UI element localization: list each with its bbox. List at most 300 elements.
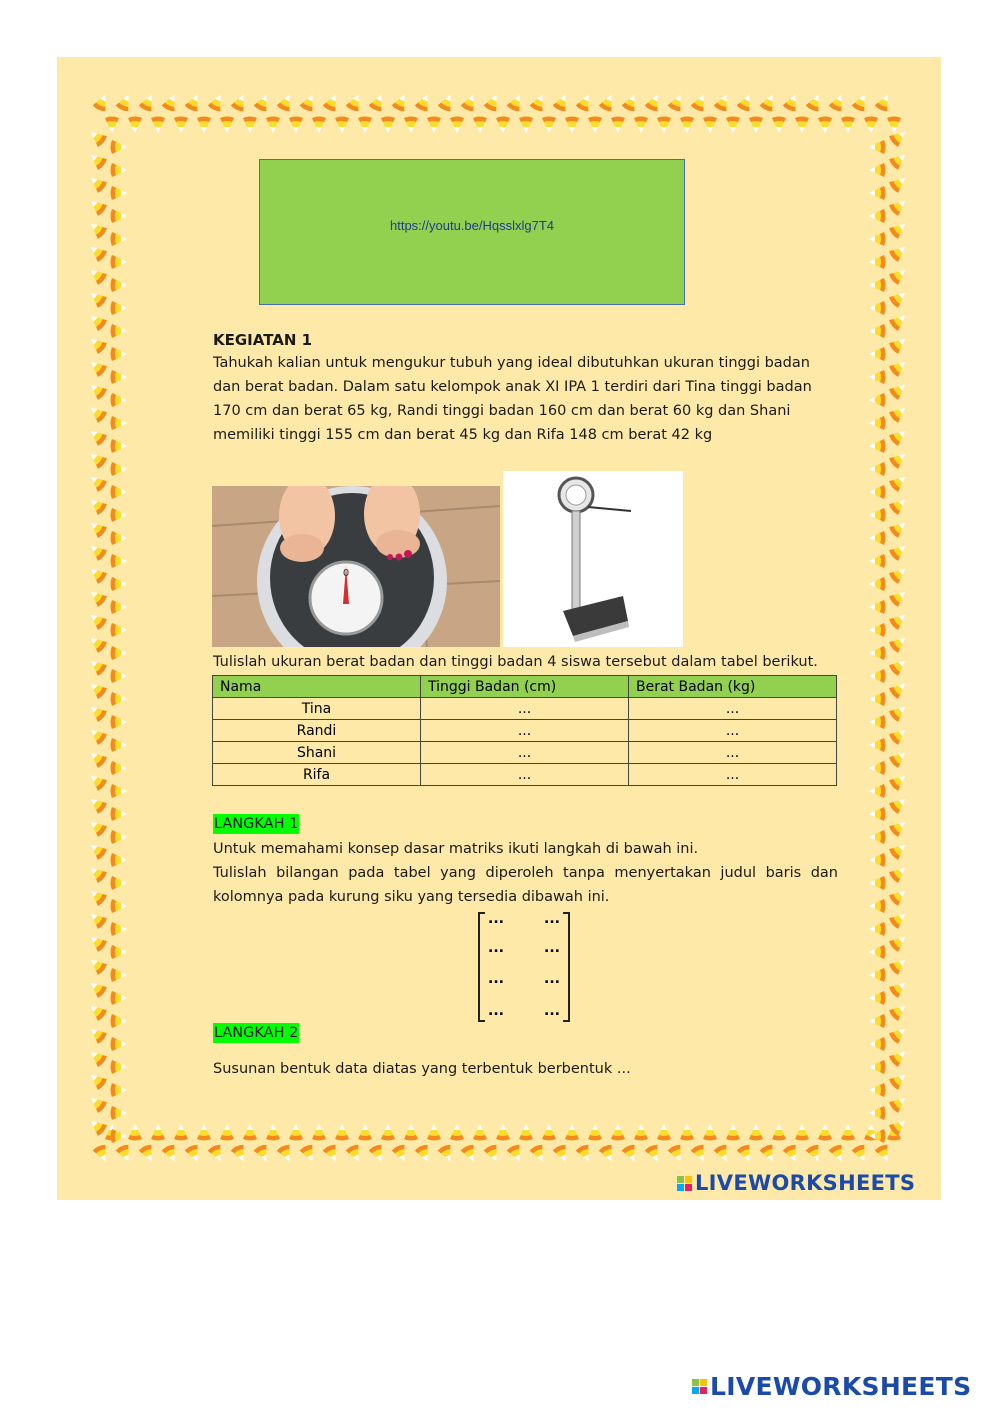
candy-corn-icon [888, 218, 910, 239]
candy-corn-icon [111, 485, 128, 499]
candy-corn-icon [542, 1124, 556, 1141]
candy-corn-icon [888, 379, 910, 400]
candy-corn-icon [869, 140, 886, 154]
candy-corn-icon [111, 715, 128, 729]
candy-corn-icon [86, 977, 108, 998]
candy-corn-icon [391, 1143, 411, 1164]
candy-corn-icon [414, 1143, 434, 1164]
candy-corn-icon [869, 232, 886, 246]
step2-label: LANGKAH 2 [214, 1025, 299, 1041]
candy-corn-icon [869, 163, 886, 177]
candy-corn-icon [335, 1124, 349, 1141]
candy-corn-icon [805, 92, 825, 113]
candy-corn-icon [276, 92, 296, 113]
candy-corn-icon [220, 1124, 234, 1141]
candy-corn-icon [782, 92, 802, 113]
table-row [213, 698, 837, 720]
step1-label: LANGKAH 1 [214, 816, 299, 832]
candy-corn-icon [86, 333, 108, 354]
candy-corn-icon [86, 1023, 108, 1044]
candy-corn-icon [869, 255, 886, 269]
table-row [213, 742, 837, 764]
candy-corn-icon [86, 1115, 108, 1136]
candy-corn-icon [598, 92, 618, 113]
candy-corn-icon [460, 92, 480, 113]
candy-corn-icon [115, 92, 135, 113]
candy-corn-icon [253, 1143, 273, 1164]
candy-corn-icon [111, 554, 128, 568]
candy-corn-icon [888, 195, 910, 216]
candy-corn-icon [86, 517, 108, 538]
candy-corn-icon [111, 416, 128, 430]
candy-corn-icon [437, 92, 457, 113]
candy-corn-icon [869, 278, 886, 292]
matrix-cell-input[interactable]: ... [544, 971, 560, 987]
matrix-cell-input[interactable]: ... [544, 940, 560, 956]
candy-corn-icon [86, 609, 108, 630]
candy-corn-icon [111, 853, 128, 867]
candy-corn-icon [276, 1143, 296, 1164]
candy-corn-icon [86, 172, 108, 193]
header-tinggi: Tinggi Badan (cm) [421, 676, 629, 698]
candy-corn-icon [888, 471, 910, 492]
candy-corn-icon [86, 402, 108, 423]
candy-corn-icon [575, 1143, 595, 1164]
candy-corn-icon [473, 1124, 487, 1141]
candy-corn-icon [86, 862, 108, 883]
header-berat: Berat Badan (kg) [629, 676, 837, 698]
candy-corn-icon [111, 807, 128, 821]
candy-corn-icon [111, 577, 128, 591]
candy-corn-icon [207, 92, 227, 113]
candy-corn-icon [483, 92, 503, 113]
step1-line2: Tulislah bilangan pada tabel yang diperoleh tanpa menyertakan judul baris dan kolomnya pada kurung siku yang tersedia dibawah ini. [213, 865, 838, 905]
candy-corn-icon [828, 92, 848, 113]
candy-corn-icon [86, 632, 108, 653]
candy-corn-icon [437, 1143, 457, 1164]
cell-weight-input[interactable]: ... [629, 720, 837, 742]
candy-corn-icon [869, 853, 886, 867]
candy-corn-icon [888, 402, 910, 423]
candy-corn-icon [266, 117, 280, 134]
candy-corn-icon [483, 1143, 503, 1164]
matrix-row [488, 941, 560, 955]
candy-corn-icon [782, 1143, 802, 1164]
candy-corn-icon [869, 485, 886, 499]
video-link-box[interactable] [259, 159, 685, 305]
candy-corn-icon [138, 92, 158, 113]
candy-corn-icon [869, 393, 886, 407]
cell-height-input[interactable]: ... [421, 720, 629, 742]
candy-corn-icon [86, 770, 108, 791]
candy-corn-icon [86, 494, 108, 515]
table-row [213, 720, 837, 742]
candy-corn-icon [86, 264, 108, 285]
step1-section [213, 812, 838, 836]
candy-corn-icon [86, 195, 108, 216]
candy-corn-icon [888, 287, 910, 308]
matrix-cell-input[interactable]: ... [488, 911, 504, 927]
candy-corn-icon [888, 356, 910, 377]
candy-corn-icon [86, 1000, 108, 1021]
candy-corn-icon [888, 977, 910, 998]
candy-corn-icon [869, 761, 886, 775]
candy-corn-icon [243, 117, 257, 134]
candy-corn-icon [289, 117, 303, 134]
candy-corn-icon [111, 623, 128, 637]
candy-corn-icon [888, 839, 910, 860]
candy-corn-icon [888, 747, 910, 768]
candy-corn-icon [86, 379, 108, 400]
candy-corn-icon [772, 1124, 786, 1141]
candy-corn-icon [86, 563, 108, 584]
candy-corn-icon [869, 1060, 886, 1074]
candy-corn-icon [869, 347, 886, 361]
candy-corn-icon [312, 117, 326, 134]
candy-corn-icon [841, 1124, 855, 1141]
candy-corn-icon [111, 692, 128, 706]
candy-corn-icon [496, 1124, 510, 1141]
candy-corn-icon [230, 92, 250, 113]
candy-corn-icon [111, 922, 128, 936]
candy-corn-icon [888, 954, 910, 975]
candy-corn-icon [207, 1143, 227, 1164]
step2-text[interactable]: Susunan bentuk data diatas yang terbentuk berbentuk ... [213, 1061, 631, 1077]
candy-corn-icon [888, 517, 910, 538]
worksheet-page [57, 57, 941, 1200]
candy-corn-icon [634, 1124, 648, 1141]
matrix-cell-input[interactable]: ... [544, 1003, 560, 1019]
height-weight-scale-photo [503, 471, 683, 647]
table-instruction: Tulislah ukuran berat badan dan tinggi badan 4 siswa tersebut dalam tabel berikut. [213, 654, 818, 670]
candy-corn-icon [888, 793, 910, 814]
candy-corn-icon [86, 310, 108, 331]
candy-corn-icon [92, 92, 112, 113]
candy-corn-icon [111, 600, 128, 614]
candy-corn-icon [174, 117, 188, 134]
candy-corn-icon [86, 586, 108, 607]
cell-height-input[interactable]: ... [421, 764, 629, 786]
matrix-row [488, 1004, 560, 1018]
candy-corn-icon [869, 186, 886, 200]
candy-corn-icon [111, 761, 128, 775]
candy-corn-icon [92, 1143, 112, 1164]
candy-corn-icon [726, 117, 740, 134]
video-link[interactable]: https://youtu.be/Hqsslxlg7T4 [389, 218, 555, 233]
candy-corn-icon [841, 117, 855, 134]
candy-corn-icon [243, 1124, 257, 1141]
candy-corn-icon [111, 324, 128, 338]
candy-corn-icon [299, 1143, 319, 1164]
candy-corn-icon [644, 92, 664, 113]
cell-weight-input[interactable]: ... [629, 698, 837, 720]
candy-corn-icon [427, 117, 441, 134]
candy-corn-icon [322, 1143, 342, 1164]
candy-corn-icon [869, 439, 886, 453]
bathroom-scale-photo [212, 486, 500, 647]
candy-corn-icon [111, 393, 128, 407]
candy-corn-icon [86, 954, 108, 975]
candy-corn-icon [161, 1143, 181, 1164]
candy-corn-icon [869, 830, 886, 844]
candy-corn-icon [869, 600, 886, 614]
candy-corn-icon [368, 92, 388, 113]
candy-corn-icon [86, 218, 108, 239]
candy-corn-icon [552, 1143, 572, 1164]
candy-corn-icon [888, 724, 910, 745]
candy-corn-icon [818, 117, 832, 134]
candy-corn-icon [128, 1124, 142, 1141]
candy-corn-icon [86, 1092, 108, 1113]
candy-corn-icon [86, 701, 108, 722]
candy-corn-icon [86, 885, 108, 906]
candy-corn-icon [888, 172, 910, 193]
candy-corn-icon [869, 1014, 886, 1028]
table-row [213, 764, 837, 786]
candy-corn-icon [869, 301, 886, 315]
candy-corn-icon [795, 1124, 809, 1141]
candy-corn-icon [869, 669, 886, 683]
candy-corn-icon [519, 117, 533, 134]
candy-corn-icon [736, 1143, 756, 1164]
candy-corn-icon [667, 92, 687, 113]
matrix-left-bracket [478, 912, 485, 1022]
candy-corn-icon [86, 908, 108, 929]
candy-corn-icon [667, 1143, 687, 1164]
candy-corn-icon [657, 1124, 671, 1141]
candy-corn-icon [869, 945, 886, 959]
candy-corn-icon [621, 92, 641, 113]
candy-corn-icon [86, 425, 108, 446]
candy-corn-icon [864, 117, 878, 134]
candy-corn-icon [86, 149, 108, 170]
candy-corn-icon [266, 1124, 280, 1141]
candy-corn-icon [888, 655, 910, 676]
logo-text: LIVEWORKSHEETS [710, 1372, 972, 1401]
candy-corn-icon [888, 885, 910, 906]
cell-weight-input[interactable]: ... [629, 742, 837, 764]
candy-corn-icon [86, 747, 108, 768]
candy-corn-icon [506, 92, 526, 113]
candy-corn-icon [151, 1124, 165, 1141]
candy-corn-icon [473, 117, 487, 134]
candy-corn-icon [111, 669, 128, 683]
candy-corn-icon [888, 586, 910, 607]
candy-corn-icon [404, 117, 418, 134]
candy-corn-icon [391, 92, 411, 113]
candy-corn-icon [869, 623, 886, 637]
candy-corn-icon [888, 1046, 910, 1067]
candy-corn-icon [611, 1124, 625, 1141]
candy-corn-icon [795, 117, 809, 134]
candy-corn-icon [289, 1124, 303, 1141]
candy-corn-icon [86, 1069, 108, 1090]
candy-corn-icon [111, 738, 128, 752]
candy-corn-icon [111, 462, 128, 476]
candy-corn-icon [345, 92, 365, 113]
candy-corn-icon [657, 117, 671, 134]
matrix-cell-input[interactable]: ... [488, 940, 504, 956]
logo-mark-icon [692, 1379, 707, 1394]
candy-corn-icon [690, 1143, 710, 1164]
candy-corn-icon [869, 968, 886, 982]
candy-corn-icon [86, 724, 108, 745]
matrix-cell-input[interactable]: ... [488, 1003, 504, 1019]
candy-corn-icon [111, 140, 128, 154]
candy-corn-icon [888, 563, 910, 584]
candy-corn-icon [828, 1143, 848, 1164]
candy-corn-icon [111, 1014, 128, 1028]
candy-corn-icon [869, 876, 886, 890]
candy-corn-icon [888, 310, 910, 331]
step1-line1: Untuk memahami konsep dasar matriks ikuti langkah di bawah ini. [213, 841, 699, 857]
candy-corn-icon [888, 425, 910, 446]
candy-corn-icon [111, 439, 128, 453]
candy-corn-icon [887, 117, 901, 134]
candy-corn-icon [381, 1124, 395, 1141]
candy-corn-icon [726, 1124, 740, 1141]
candy-corn-icon [86, 540, 108, 561]
candy-corn-icon [111, 1037, 128, 1051]
candy-corn-icon [611, 117, 625, 134]
candy-corn-icon [772, 117, 786, 134]
matrix-row [488, 912, 560, 926]
candy-corn-icon [111, 255, 128, 269]
candy-corn-icon [197, 1124, 211, 1141]
candy-corn-icon [220, 117, 234, 134]
candy-corn-icon [888, 770, 910, 791]
candy-corn-icon [111, 209, 128, 223]
candy-corn-icon [86, 448, 108, 469]
cell-weight-input[interactable]: ... [629, 764, 837, 786]
candy-corn-icon [111, 968, 128, 982]
candy-corn-icon [634, 117, 648, 134]
candy-corn-icon [818, 1124, 832, 1141]
candy-corn-icon [749, 117, 763, 134]
step1-text [213, 837, 838, 909]
candy-corn-icon [874, 1143, 894, 1164]
candy-corn-icon [111, 278, 128, 292]
candy-corn-icon [111, 876, 128, 890]
candy-corn-icon [111, 163, 128, 177]
candy-corn-icon [111, 232, 128, 246]
candy-corn-icon [888, 632, 910, 653]
candy-corn-icon [312, 1124, 326, 1141]
candy-corn-icon [161, 92, 181, 113]
candy-corn-icon [713, 1143, 733, 1164]
candy-corn-icon [869, 991, 886, 1005]
candy-corn-icon [86, 678, 108, 699]
cell-name: Shani [213, 742, 421, 764]
candy-corn-icon [565, 1124, 579, 1141]
candy-corn-icon [86, 816, 108, 837]
candy-corn-icon [869, 692, 886, 706]
candy-corn-icon [111, 945, 128, 959]
candy-corn-icon [565, 117, 579, 134]
candy-corn-icon [111, 1060, 128, 1074]
candy-corn-icon [529, 1143, 549, 1164]
candy-corn-icon [496, 117, 510, 134]
matrix-row [488, 972, 560, 986]
candy-corn-icon [888, 540, 910, 561]
candy-corn-icon [111, 508, 128, 522]
candy-corn-icon [888, 264, 910, 285]
candy-corn-icon [381, 117, 395, 134]
candy-corn-icon [869, 209, 886, 223]
cell-height-input[interactable]: ... [421, 698, 629, 720]
candy-corn-icon [869, 715, 886, 729]
candy-corn-icon [197, 117, 211, 134]
candy-corn-icon [888, 494, 910, 515]
candy-corn-icon [749, 1124, 763, 1141]
candy-corn-icon [869, 508, 886, 522]
candy-corn-icon [460, 1143, 480, 1164]
candy-corn-icon [542, 117, 556, 134]
candy-corn-icon [111, 991, 128, 1005]
header-nama: Nama [213, 676, 421, 698]
candy-corn-icon [869, 784, 886, 798]
matrix-cell-input[interactable]: ... [544, 911, 560, 927]
candy-corn-icon [805, 1143, 825, 1164]
candy-corn-icon [759, 1143, 779, 1164]
candy-corn-icon [86, 655, 108, 676]
candy-corn-icon [888, 908, 910, 929]
candy-corn-icon [111, 186, 128, 200]
candy-corn-icon [86, 1046, 108, 1067]
matrix-right-bracket [563, 912, 570, 1022]
candy-corn-icon [575, 92, 595, 113]
candy-corn-icon [869, 899, 886, 913]
candy-corn-icon [138, 1143, 158, 1164]
candy-corn-icon [128, 117, 142, 134]
matrix-cell-input[interactable]: ... [488, 971, 504, 987]
candy-corn-icon [869, 416, 886, 430]
candy-corn-icon [888, 931, 910, 952]
candy-corn-icon [86, 241, 108, 262]
candy-corn-icon [529, 92, 549, 113]
candy-corn-icon [869, 324, 886, 338]
candy-corn-icon [184, 92, 204, 113]
candy-corn-icon [874, 92, 894, 113]
candy-corn-icon [86, 356, 108, 377]
candy-corn-icon [86, 287, 108, 308]
candy-corn-icon [552, 92, 572, 113]
candy-corn-icon [111, 370, 128, 384]
candy-corn-icon [588, 117, 602, 134]
candy-corn-icon [703, 1124, 717, 1141]
candy-corn-icon [680, 1124, 694, 1141]
matrix-brackets [478, 912, 570, 1020]
candy-corn-icon [869, 922, 886, 936]
candy-corn-icon [869, 462, 886, 476]
candy-corn-icon [869, 370, 886, 384]
candy-corn-icon [335, 117, 349, 134]
candy-corn-icon [105, 117, 119, 134]
cell-name: Randi [213, 720, 421, 742]
candy-corn-icon [644, 1143, 664, 1164]
candy-corn-icon [888, 862, 910, 883]
candy-corn-icon [358, 1124, 372, 1141]
candy-corn-icon [869, 1083, 886, 1097]
candy-corn-icon [86, 793, 108, 814]
candy-corn-icon [869, 1106, 886, 1120]
candy-corn-icon [368, 1143, 388, 1164]
svg-text:0: 0 [342, 568, 350, 579]
cell-height-input[interactable]: ... [421, 742, 629, 764]
candy-corn-icon [345, 1143, 365, 1164]
candy-corn-icon [253, 92, 273, 113]
candy-corn-icon [111, 531, 128, 545]
